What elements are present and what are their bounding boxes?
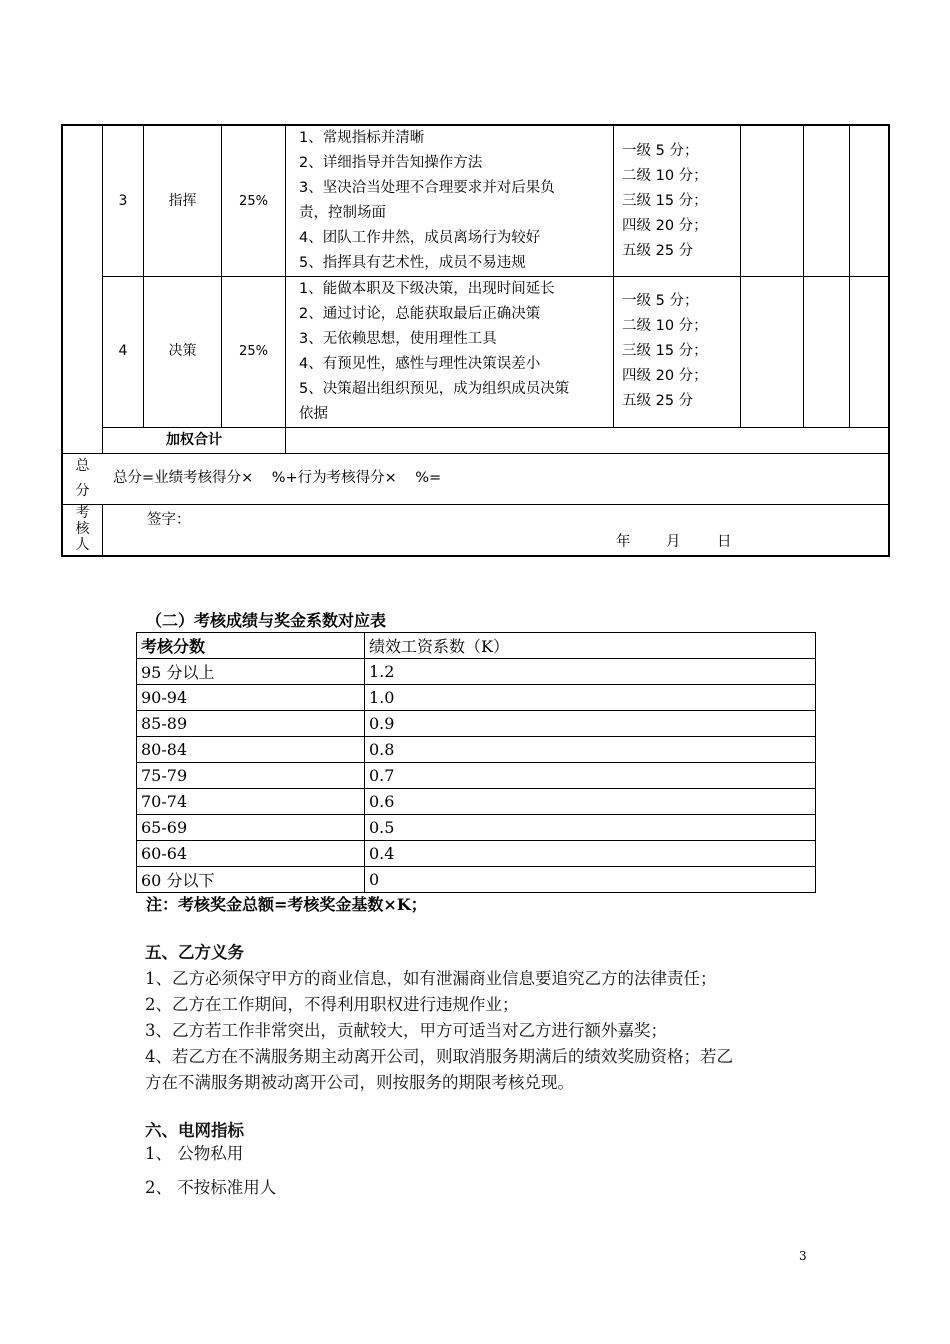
coefficient: 0.9 <box>365 711 816 737</box>
coefficient: 0.4 <box>365 841 816 867</box>
grid-indicator-item: 1、 公物私用 <box>145 1144 244 1163</box>
obligation-item: 4、若乙方在不满服务期主动离开公司，则取消服务期满后的绩效奖励资格；若乙 <box>145 1047 733 1066</box>
criterion-line: 1、能做本职及下级决策，出现时间延长 <box>299 281 555 297</box>
coefficient: 0 <box>365 867 816 893</box>
obligation-item: 3、乙方若工作非常突出，贡献较大，甲方可适当对乙方进行额外嘉奖； <box>145 1021 667 1040</box>
reviewer-label-char: 考 <box>75 505 90 521</box>
criterion-line: 2、通过讨论，总能获取最后正确决策 <box>299 306 541 322</box>
grade-scale <box>622 289 708 414</box>
table-header-cell: 考核分数 <box>137 633 365 659</box>
table-header-cell: 绩效工资系数（K） <box>365 633 816 659</box>
coefficient: 0.7 <box>365 763 816 789</box>
date-year: 年 <box>616 534 631 550</box>
table-header-row <box>137 633 816 659</box>
weighted-total-label: 加权合计 <box>166 432 222 448</box>
score-range: 60 分以下 <box>137 867 365 893</box>
criterion-line: 2、详细指导并告知操作方法 <box>299 155 483 171</box>
criterion-line: 3、坚决洽当处理不合理要求并对后果负 <box>299 180 555 196</box>
reviewer-label-char: 核 <box>75 521 90 537</box>
page-number: 3 <box>799 1249 807 1263</box>
criterion-name: 决策 <box>168 343 197 359</box>
evaluation-table <box>61 124 890 557</box>
table-row <box>137 711 816 737</box>
total-label-char: 总 <box>75 458 90 474</box>
score-range: 75-79 <box>137 763 365 789</box>
table-row <box>137 737 816 763</box>
score-range: 90-94 <box>137 685 365 711</box>
obligation-item: 方在不满服务期被动离开公司，则按服务的期限考核兑现。 <box>145 1073 574 1092</box>
total-formula: 总分=业绩考核得分× %+行为考核得分× %= <box>113 470 442 486</box>
score-range: 80-84 <box>137 737 365 763</box>
reviewer-label <box>63 505 102 553</box>
date-month: 月 <box>666 534 681 550</box>
criterion-line: 1、常规指标并清晰 <box>299 130 425 146</box>
section6-title: 六、电网指标 <box>145 1121 244 1140</box>
row-number: 4 <box>118 343 128 359</box>
table-row <box>137 841 816 867</box>
grade-line: 二级 10 分； <box>622 168 708 184</box>
criterion-name: 指挥 <box>168 193 197 209</box>
criterion-line: 3、无依赖思想，使用理性工具 <box>299 331 497 347</box>
criterion-description <box>299 277 569 427</box>
total-label <box>63 454 102 504</box>
criterion-line: 责，控制场面 <box>299 205 386 221</box>
table-row <box>137 763 816 789</box>
score-coefficient-table <box>136 632 816 893</box>
score-range: 70-74 <box>137 789 365 815</box>
score-range: 85-89 <box>137 711 365 737</box>
grade-line: 一级 5 分； <box>622 143 699 159</box>
coefficient: 1.0 <box>365 685 816 711</box>
criterion-line: 依据 <box>299 406 328 422</box>
criterion-description <box>299 126 555 276</box>
score-range: 95 分以上 <box>137 659 365 685</box>
bonus-note: 注：考核奖金总额=考核奖金基数×K； <box>146 895 427 914</box>
grade-line: 五级 25 分 <box>622 243 694 259</box>
grade-line: 四级 20 分； <box>622 368 708 384</box>
score-range: 65-69 <box>137 815 365 841</box>
criterion-weight: 25% <box>239 194 268 209</box>
coefficient: 0.6 <box>365 789 816 815</box>
score-range: 60-64 <box>137 841 365 867</box>
row-number: 3 <box>118 193 128 209</box>
section2-title: （二）考核成绩与奖金系数对应表 <box>146 611 387 630</box>
total-label-char: 分 <box>75 483 90 499</box>
table-row <box>137 867 816 893</box>
grade-line: 五级 25 分 <box>622 393 694 409</box>
table-row <box>137 659 816 685</box>
grade-line: 二级 10 分； <box>622 318 708 334</box>
obligation-item: 2、乙方在工作期间，不得利用职权进行违规作业； <box>145 995 519 1014</box>
table-row <box>137 789 816 815</box>
grid-indicator-item: 2、 不按标准用人 <box>145 1178 277 1197</box>
signature-label: 签字： <box>147 512 191 528</box>
table-row <box>137 685 816 711</box>
grade-line: 三级 15 分； <box>622 193 708 209</box>
section5-title: 五、乙方义务 <box>145 943 244 962</box>
grade-line: 四级 20 分； <box>622 218 708 234</box>
obligation-item: 1、乙方必须保守甲方的商业信息，如有泄漏商业信息要追究乙方的法律责任； <box>145 969 717 988</box>
grade-scale <box>622 139 708 264</box>
criterion-line: 5、决策超出组织预见，成为组织成员决策 <box>299 381 570 397</box>
criterion-weight: 25% <box>239 344 268 359</box>
coefficient: 0.8 <box>365 737 816 763</box>
grade-line: 三级 15 分； <box>622 343 708 359</box>
grade-line: 一级 5 分； <box>622 293 699 309</box>
coefficient: 1.2 <box>365 659 816 685</box>
coefficient: 0.5 <box>365 815 816 841</box>
date-day: 日 <box>717 534 732 550</box>
table-row <box>137 815 816 841</box>
criterion-line: 4、有预见性，感性与理性决策误差小 <box>299 356 541 372</box>
criterion-line: 4、团队工作井然，成员离场行为较好 <box>299 230 541 246</box>
reviewer-label-char: 人 <box>75 537 90 553</box>
criterion-line: 5、指挥具有艺术性，成员不易违规 <box>299 255 526 271</box>
